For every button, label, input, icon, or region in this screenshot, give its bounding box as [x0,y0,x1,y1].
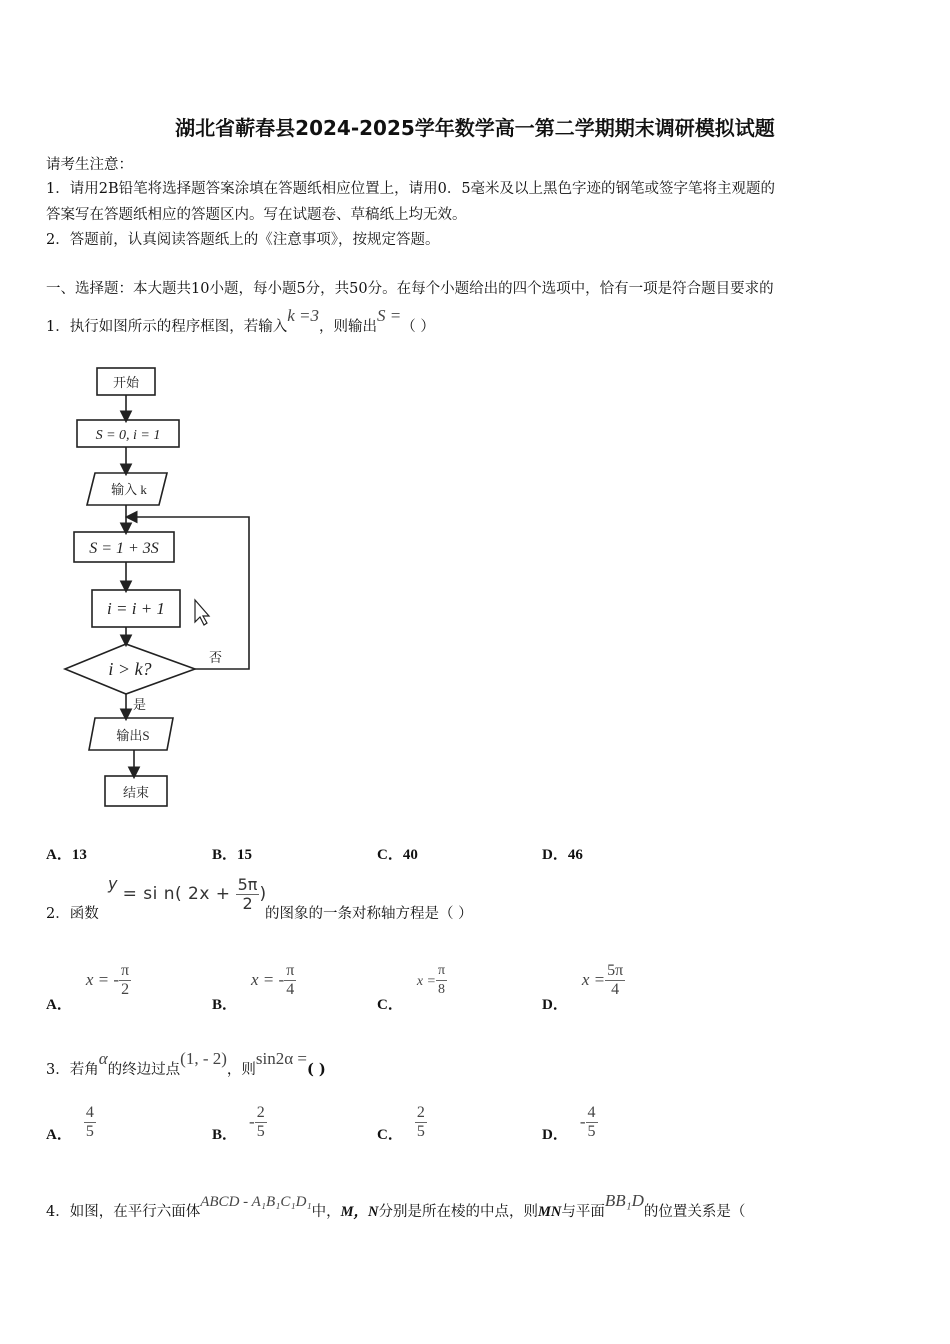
q4-plane: BB₁D [604,1191,644,1210]
q1-suffix: （ ） [401,319,435,335]
q3-option-d[interactable]: D．- $\frac{4}{5}$ [542,1104,596,1143]
q2-suffix: 的图象的一条对称轴方程是（ ） [265,906,473,922]
q4-solid: ABCD - A₁B₁C₁D₁ [200,1194,312,1210]
q3-option-c[interactable]: C． $\frac{2}{5}$ [377,1104,425,1143]
q3-point: (1, - 2) [180,1049,227,1068]
flow-end-label: 结束 [122,785,150,800]
q1-option-b[interactable]: B．15 [212,847,253,863]
notice-line-1b: 答案写在答题纸相应的答题区内。写在试题卷、草稿纸上均无效。 [46,207,467,223]
q3-expr: sin2α = [255,1049,307,1068]
q4-mn-points: M，N [340,1204,379,1220]
flow-cond-label: i > k? [108,659,152,679]
notice-heading: 请考生注意： [46,157,133,173]
q4-stem: 4．如图，在平行六面体ABCD - A₁B₁C₁D₁中，M，N分别是所在棱的中点，则MN与平面BB₁D的位置关系是（ [46,1191,746,1220]
q3-alpha: α [98,1049,108,1068]
q2-option-d[interactable]: D．x = $\frac{5\pi}{4}$ [542,962,624,1013]
q4-line: MN [538,1204,562,1220]
q2-prefix: 2．函数 [46,906,99,922]
q2-option-c[interactable]: C．x = $\frac{\pi}{8}$ [377,963,446,1013]
cursor-icon [195,600,209,625]
q2-function: y = si n( 2x + $\frac{5\pi}{2}$ ) [108,874,267,913]
q2-option-b[interactable]: B．x = - $\frac{\pi}{4}$ [212,962,295,1013]
notice-line-2: 2．答题前，认真阅读答题纸上的《注意事项》，按规定答题。 [46,232,440,248]
q1-stem [46,306,435,336]
q1-k-value: k =3 [287,306,320,325]
q1-option-a[interactable]: A．13 [46,847,87,863]
flow-update-i-label: i = i + 1 [107,599,165,618]
q1-s-var: S = [377,306,402,325]
q1-option-d[interactable]: D．46 [542,847,583,863]
q3-option-a[interactable]: A． $\frac{4}{5}$ [46,1104,94,1143]
q3-option-b[interactable]: B．- $\frac{2}{5}$ [212,1104,265,1143]
flow-no-label: 否 [209,650,223,665]
q1-flowchart [55,360,265,815]
section-heading: 一、选择题：本大题共10小题，每小题5分，共50分。在每个小题给出的四个选项中，恰有一项是符合题目要求的 [46,281,774,297]
flow-start-label: 开始 [112,375,140,390]
q2-option-a[interactable]: A．x = - $\frac{\pi}{2}$ [46,962,130,1013]
q1-mid: ，则输出 [319,319,378,335]
q1-option-c[interactable]: C．40 [377,847,418,863]
notice-line-1a: 1．请用2B铅笔将选择题答案涂填在答题纸相应位置上，请用0．5毫米及以上黑色字迹的钢笔或签字笔将主观题的 [46,181,776,197]
flow-output-label: 输出S [116,728,150,743]
page-title: 湖北省蕲春县2024-2025学年数学高一第二学期期末调研模拟试题 [175,116,775,140]
flow-init-label: S = 0, i = 1 [95,428,161,443]
q2-stem [46,902,99,923]
flow-update-s-label: S = 1 + 3S [89,540,159,557]
flow-input-label: 输入 k [111,482,147,497]
q3-stem: 3．若角α的终边过点(1, - 2)，则sin2α =( ) [46,1049,326,1078]
flow-yes-label: 是 [133,697,147,712]
q1-prefix: 1．执行如图所示的程序框图，若输入 [46,319,288,335]
